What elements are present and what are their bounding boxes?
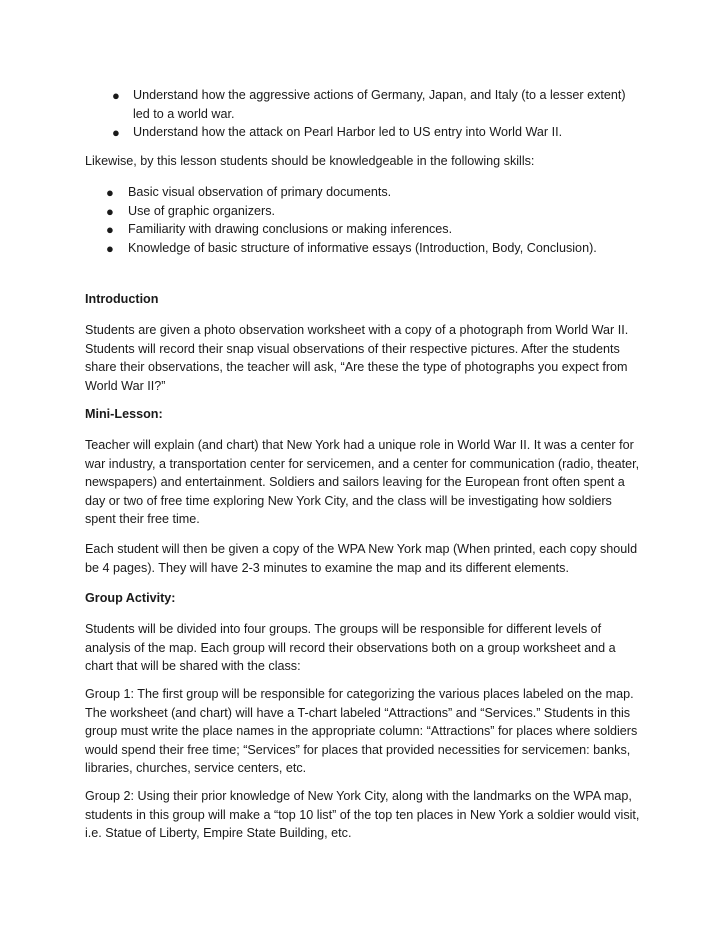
list-item <box>106 239 666 258</box>
introduction-text: Students are given a photo observation worksheet with a copy of a photograph from World War II. Students will record their snap visual observations of their respective pictures. After the students share their observations, the teacher will ask, “Are these the type of photographs you expect from World War II?” <box>85 323 629 393</box>
list-item <box>106 220 666 239</box>
bullet-icon: ● <box>106 203 114 219</box>
list-item <box>112 86 642 123</box>
list-item <box>106 183 666 202</box>
list-item-text: Understand how the aggressive actions of Germany, Japan, and Italy (to a lesser extent) led to a world war. <box>133 88 626 121</box>
minilesson-heading: Mini-Lesson: <box>85 407 163 421</box>
group-activity-heading: Group Activity: <box>85 591 176 605</box>
list-item <box>106 202 666 221</box>
bullet-icon: ● <box>106 222 114 238</box>
bullet-icon: ● <box>106 185 114 200</box>
bullet-icon: ● <box>112 125 120 140</box>
skills-list <box>106 183 666 257</box>
introduction-heading: Introduction <box>85 292 159 306</box>
bullet-icon: ● <box>106 240 114 256</box>
group1-text: Group 1: The first group will be responsible for categorizing the various places labeled on the map. The worksheet (and chart) will have a T-chart labeled “Attractions” and “Services.” Students in this group must write the place names in the appropriate column: “Attractions” for places where soldiers would spend their free time; “Services” for places that provided necessities for servicemen: banks, libraries, churches, service centers, etc. <box>85 687 638 776</box>
list-item-text: Familiarity with drawing conclusions or making inferences. <box>128 222 453 237</box>
group2-text: Group 2: Using their prior knowledge of New York City, along with the landmarks on the WPA map, students in this group will make a “top 10 list” of the top ten places in New York a soldier would visit, i.e. Statue of Liberty, Empire State Building, etc. <box>85 789 640 841</box>
minilesson-text-1: Teacher will explain (and chart) that New York had a unique role in World War II. It was a center for war industry, a transportation center for servicemen, and a center for communication (radio, theater, newspapers) and entertainment. Soldiers and sailors leaving for the European front often spent a day or two of free time exploring New York City, and the class will be investigating how soldiers spent their free time. <box>85 438 640 527</box>
minilesson-text-2: Each student will then be given a copy of the WPA New York map (When printed, each copy should be 4 pages). They will have 2-3 minutes to examine the map and its different elements. <box>85 542 638 575</box>
list-item-text: Basic visual observation of primary documents. <box>128 185 392 199</box>
list-item <box>112 123 642 142</box>
bullet-icon: ● <box>112 88 120 103</box>
list-item-text: Knowledge of basic structure of informative essays (Introduction, Body, Conclusion). <box>128 240 597 255</box>
skills-intro: Likewise, by this lesson students should be knowledgeable in the following skills: <box>85 154 535 168</box>
list-item-text: Understand how the attack on Pearl Harbor led to US entry into World War II. <box>133 125 563 139</box>
objectives-list <box>112 86 642 142</box>
list-item-text: Use of graphic organizers. <box>128 203 275 218</box>
group-activity-intro: Students will be divided into four groups. The groups will be responsible for different levels of analysis of the map. Each group will record their observations both on a group worksheet and a chart that will be shared with the class: <box>85 622 616 674</box>
